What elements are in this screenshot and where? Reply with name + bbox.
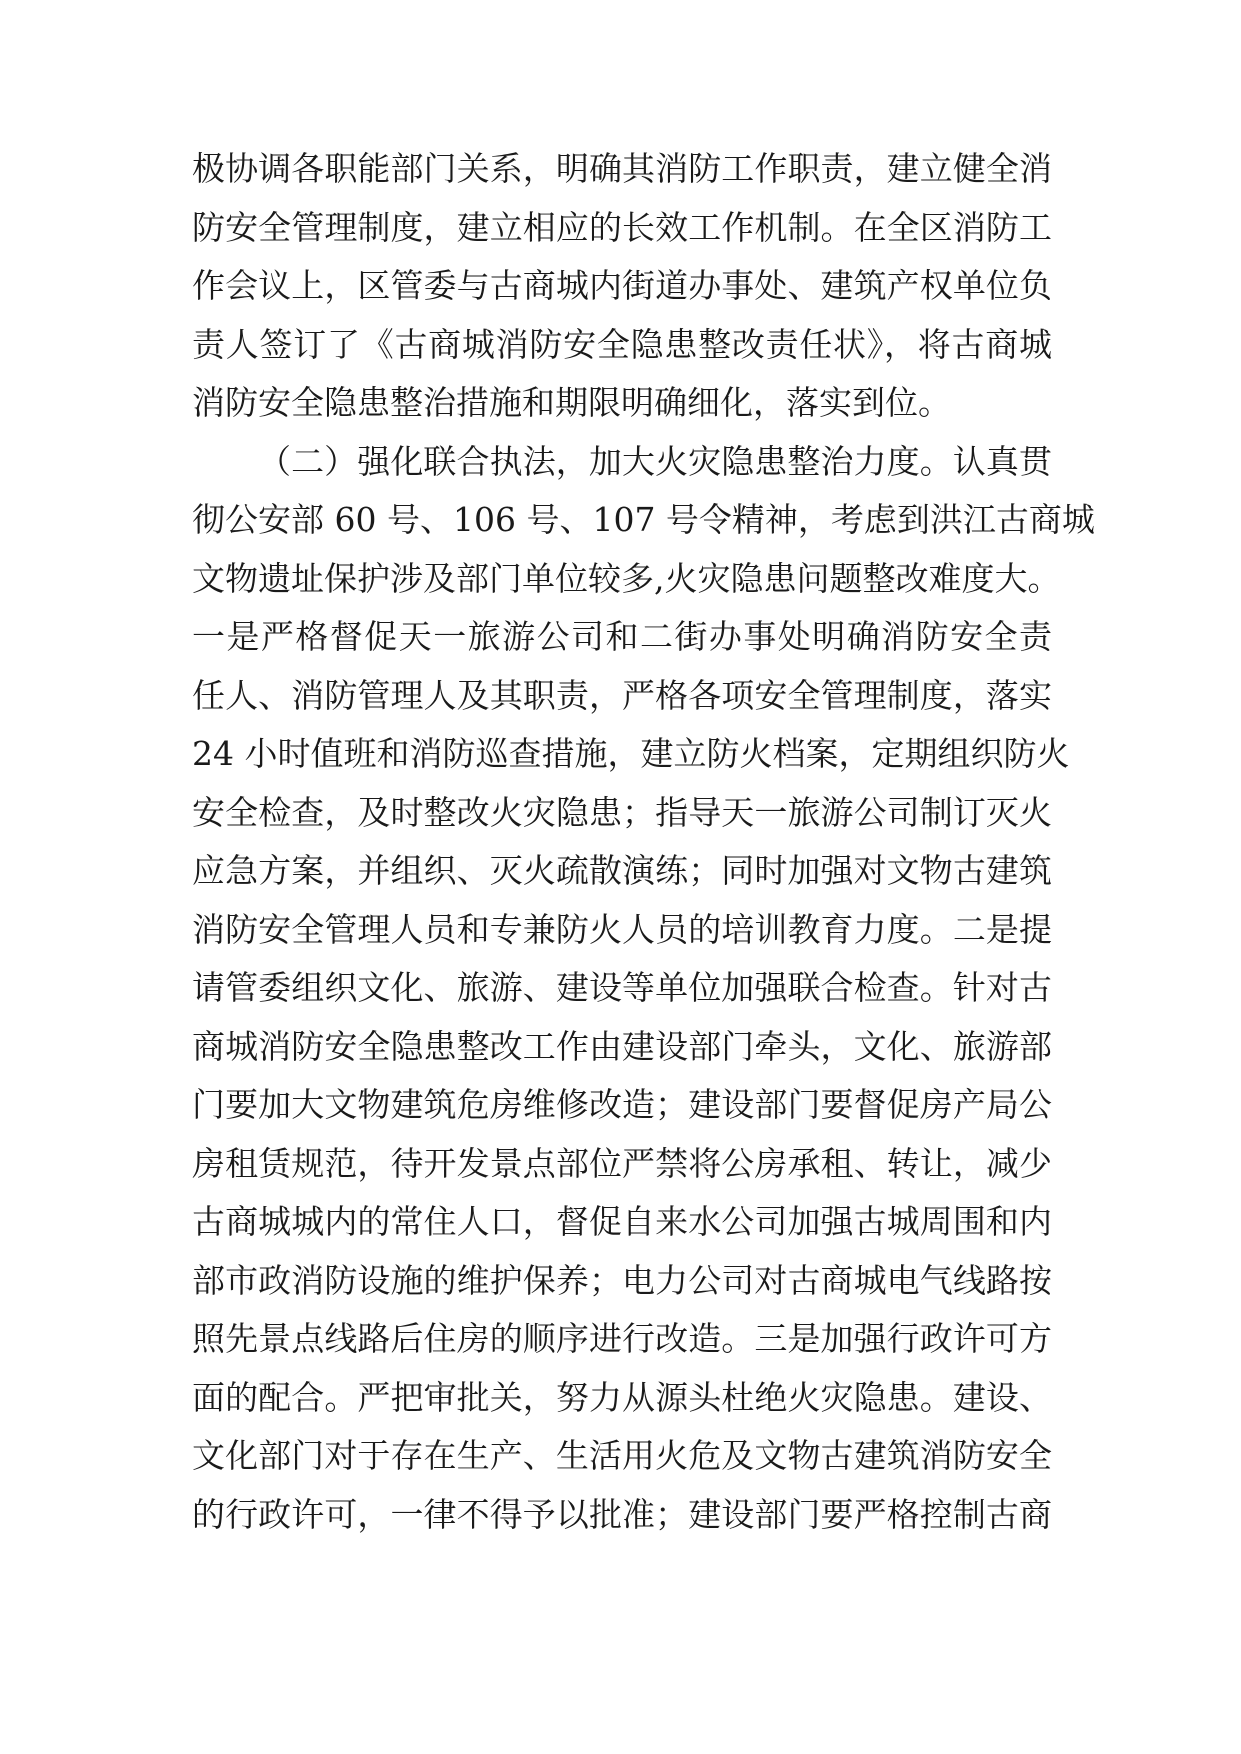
text-line: 商城消防安全隐患整改工作由建设部门牵头，文化、旅游部 [192,1026,1052,1066]
text-line: 安全检查，及时整改火灾隐患；指导天一旅游公司制订灭火 [192,792,1052,832]
text-line: 消防安全管理人员和专兼防火人员的培训教育力度。二是提 [192,909,1052,949]
text-line: 门要加大文物建筑危房维修改造；建设部门要督促房产局公 [192,1085,1052,1124]
text-line: 部市政消防设施的维护保养；电力公司对古商城电气线路按 [192,1260,1052,1300]
text-line: 消防安全隐患整治措施和期限明确细化，落实到位。 [192,383,951,422]
text-line: 面的配合。严把审批关，努力从源头杜绝火灾隐患。建设、 [192,1377,1052,1417]
text-line: 作会议上，区管委与古商城内街道办事处、建筑产权单位负 [192,266,1052,305]
text-line: 的行政许可，一律不得予以批准；建设部门要严格控制古商 [192,1494,1052,1534]
text-line: 一是严格督促天一旅游公司和二街办事处明确消防安全责 [192,617,1052,656]
text-line: 任人、消防管理人及其职责，严格各项安全管理制度，落实 [192,675,1052,715]
text-line: 文化部门对于存在生产、生活用火危及文物古建筑消防安全 [192,1436,1052,1475]
text-line: 照先景点线路后住房的顺序进行改造。三是加强行政许可方 [192,1319,1052,1358]
text-line: 24 小时值班和消防巡查措施，建立防火档案，定期组织防火 [192,734,1070,773]
text-line: 防安全管理制度，建立相应的长效工作机制。在全区消防工 [192,207,1052,247]
text-line: 责人签订了《古商城消防安全隐患整改责任状》，将古商城 [192,324,1052,364]
text-line: 应急方案，并组织、灭火疏散演练；同时加强对文物古建筑 [192,851,1052,890]
text-line: 极协调各职能部门关系，明确其消防工作职责，建立健全消 [192,149,1052,188]
text-line: 房租赁规范，待开发景点部位严禁将公房承租、转让，减少 [192,1143,1052,1183]
text-line: 请管委组织文化、旅游、建设等单位加强联合检查。针对古 [192,968,1052,1007]
text-line: 彻公安部 60 号、106 号、107 号令精神，考虑到洪江古商城 [192,500,1095,539]
body-text [192,140,1095,1544]
text-line: 文物遗址保护涉及部门单位较多,火灾隐患问题整改难度大。 [192,558,1061,598]
text-line: （二）强化联合执法，加大火灾隐患整治力度。认真贯 [258,441,1052,481]
text-line: 古商城城内的常住人口，督促自来水公司加强古城周围和内 [192,1202,1052,1241]
